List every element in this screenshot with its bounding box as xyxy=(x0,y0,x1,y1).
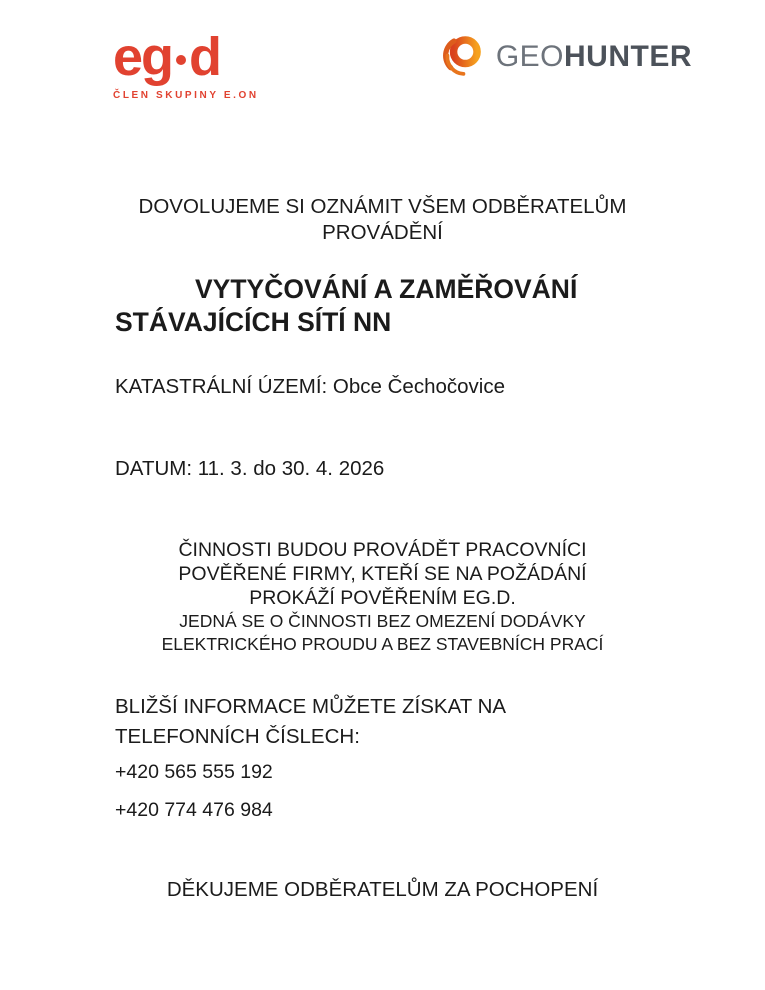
geohunter-swirl-icon xyxy=(439,33,486,80)
header xyxy=(0,0,765,101)
notice-body xyxy=(115,194,650,902)
info-line-2: TELEFONNÍCH ČÍSLECH: xyxy=(115,724,360,748)
info-paragraph xyxy=(115,692,650,751)
note-line-1: JEDNÁ SE O ČINNOSTI BEZ OMEZENÍ DODÁVKY xyxy=(179,611,586,631)
egd-tagline: ČLEN SKUPINY E.ON xyxy=(113,90,259,101)
thanks-line: DĚKUJEME ODBĚRATELŮM ZA POCHOPENÍ xyxy=(166,878,599,901)
workers-line-2: POVĚŘENÉ FIRMY, KTEŘÍ SE NA POŽÁDÁNÍ xyxy=(178,563,587,585)
workers-line-1: ČINNOSTI BUDOU PROVÁDĚT PRACOVNÍCI xyxy=(178,539,587,561)
geohunter-wordmark xyxy=(496,40,692,74)
workers-line-3: PROKÁŽÍ POVĚŘENÍM EG.D. xyxy=(249,587,516,609)
geohunter-wordmark-hunter: HUNTER xyxy=(564,39,692,73)
date-line: DATUM: 11. 3. do 30. 4. 2026 xyxy=(115,457,385,480)
phone-number-1: +420 565 555 192 xyxy=(115,761,273,783)
info-line-1: BLIŽŠÍ INFORMACE MŮŽETE ZÍSKAT NA xyxy=(115,695,507,718)
intro-line-1: DOVOLUJEME SI OZNÁMIT VŠEM ODBĚRATELŮM xyxy=(138,195,627,218)
intro-paragraph xyxy=(115,194,650,246)
egd-logo xyxy=(113,27,259,101)
geohunter-wordmark-geo: GEO xyxy=(495,39,564,73)
egd-wordmark xyxy=(113,27,259,87)
intro-line-2: PROVÁDĚNÍ xyxy=(322,221,443,244)
cadastral-area-line: KATASTRÁLNÍ ÚZEMÍ: Obce Čechočovice xyxy=(115,375,505,398)
notice-heading xyxy=(115,273,650,339)
note-line-2: ELEKTRICKÉHO PROUDU A BEZ STAVEBNÍCH PRACÍ xyxy=(161,633,604,654)
phone-number-2: +420 774 476 984 xyxy=(115,799,273,821)
egd-wordmark-right: d xyxy=(189,27,221,87)
heading-line-2: STÁVAJÍCÍCH SÍTÍ NN xyxy=(115,307,392,337)
workers-paragraph xyxy=(115,538,650,610)
egd-dot-icon xyxy=(176,55,186,65)
heading-line-1: VYTYČOVÁNÍ A ZAMĚŘOVÁNÍ xyxy=(195,274,578,304)
geohunter-logo xyxy=(439,33,692,80)
no-outage-note xyxy=(115,610,650,655)
egd-wordmark-left: eg xyxy=(113,27,173,87)
